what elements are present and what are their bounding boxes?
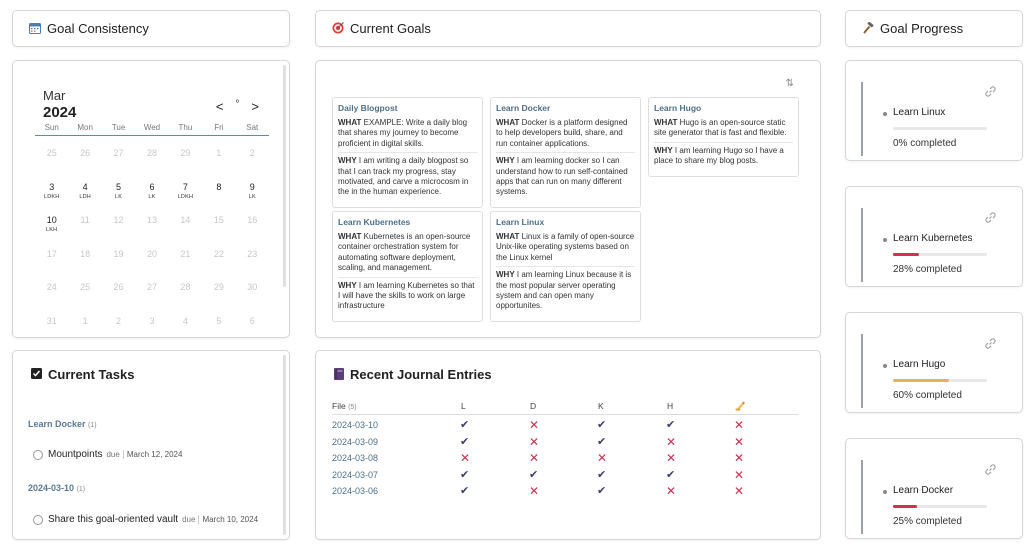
calendar-day-marker: LK: [114, 193, 123, 200]
goal-why: [496, 266, 635, 315]
cross-icon: ✕: [734, 467, 745, 482]
weekday-label: Sat: [246, 123, 259, 132]
calendar-day-number: 4: [182, 315, 188, 326]
calendar-day[interactable]: [236, 304, 269, 338]
what-label: WHAT: [496, 232, 520, 242]
calendar-day-number: 24: [46, 282, 57, 292]
task-checkbox[interactable]: [33, 515, 43, 525]
calendar-nav: [216, 99, 259, 114]
goal-why: [338, 277, 477, 315]
calendar-grid: [35, 123, 269, 337]
calendar-day[interactable]: [202, 170, 235, 204]
goal-why: [654, 142, 793, 170]
goal-card[interactable]: [490, 97, 641, 208]
calendar-day-number: 26: [80, 148, 91, 158]
goal-progress-card: [845, 438, 1023, 539]
goal-progress-card: [845, 312, 1023, 413]
task-due-date: March 10, 2024: [198, 515, 258, 524]
check-icon: ✔: [460, 485, 470, 497]
weekday-label: Tue: [111, 123, 126, 132]
calendar-day[interactable]: [35, 237, 68, 271]
calendar-day-number: 25: [80, 282, 91, 292]
goal-what-text: EXAMPLE: Write a daily blog that shares my journey to become proficient in digital skills.: [338, 118, 468, 148]
goal-card[interactable]: [332, 211, 483, 322]
bullet-dot: [883, 364, 887, 368]
calendar-scrollbar[interactable]: [283, 65, 286, 287]
tasks-scrollbar[interactable]: [283, 355, 286, 535]
task-item[interactable]: [33, 449, 182, 460]
calendar-day[interactable]: [68, 270, 101, 304]
progress-bar-fill: [893, 379, 949, 382]
link-icon[interactable]: [985, 464, 996, 478]
calendar-day[interactable]: [202, 203, 235, 237]
calendar-day-number: 7: [182, 181, 188, 192]
cross-icon: ✕: [529, 418, 540, 432]
calendar-day[interactable]: [102, 136, 135, 170]
writing-hand-icon[interactable]: [735, 400, 746, 413]
calendar-day[interactable]: [135, 237, 168, 271]
current-goals-card: [315, 60, 821, 338]
check-icon: ✔: [460, 435, 470, 448]
goal-what: [496, 232, 635, 266]
book-icon: [334, 368, 344, 382]
col-h[interactable]: H: [667, 401, 674, 411]
next-month-button[interactable]: >: [251, 99, 259, 114]
calendar-day[interactable]: [169, 136, 202, 170]
progress-bar: [893, 379, 987, 382]
calendar-day[interactable]: [202, 270, 235, 304]
calendar-day[interactable]: [35, 170, 68, 204]
journal-row: [332, 417, 798, 433]
col-k[interactable]: K: [598, 401, 604, 411]
calendar-day[interactable]: [35, 304, 68, 338]
journal-entry-link[interactable]: 2024-03-09: [332, 436, 379, 447]
goal-what: [654, 118, 793, 142]
what-label: WHAT: [338, 118, 362, 128]
goal-why-text: I am learning Linux because it is the most popular server operating system and can open many opportunites.: [496, 270, 632, 311]
calendar-day-number: 19: [113, 248, 124, 259]
calendar-day[interactable]: [202, 136, 235, 170]
weekday-label: Wed: [143, 123, 161, 132]
current-tasks-header: [15, 367, 134, 382]
calendar-day-number: 16: [247, 215, 258, 225]
calendar-day-number: 27: [113, 148, 124, 158]
goal-what: [338, 118, 477, 152]
calendar-day-number: 6: [149, 181, 155, 192]
calendar-day[interactable]: [169, 203, 202, 237]
journal-row: [332, 450, 798, 466]
what-label: WHAT: [338, 232, 362, 242]
calendar-day-number: 5: [216, 315, 222, 326]
why-label: WHY: [338, 156, 357, 166]
goal-title[interactable]: Learn Docker: [496, 103, 551, 113]
calendar-day-number: 6: [249, 315, 255, 326]
calendar-day-number: 1: [216, 148, 222, 158]
current-tasks-card: [12, 350, 290, 540]
goal-what: [496, 118, 635, 152]
journal-title: Recent Journal Entries: [350, 367, 492, 382]
current-tasks-title: Current Tasks: [48, 367, 135, 382]
check-icon: ✔: [597, 485, 607, 497]
calendar-day[interactable]: [102, 237, 135, 271]
goal-why-text: I am writing a daily blogpost so that I can track my progress, stay motivated, and carve a microcosm in the in the human experience.: [338, 156, 469, 197]
goal-why-text: I am learning Kubernetes so that I will have the skills to work on large infrastructure: [338, 280, 475, 311]
progress-accent-line: [861, 460, 863, 534]
calendar-day-number: 21: [180, 248, 191, 259]
progress-percent: 60% completed: [893, 390, 962, 401]
calendar-day-number: 1: [82, 315, 88, 326]
calendar-day[interactable]: [236, 237, 269, 271]
calendar-day-marker: LDKH: [177, 193, 194, 200]
calendar-day-number: 9: [249, 181, 255, 192]
journal-entry-link[interactable]: 2024-03-08: [332, 453, 379, 463]
goal-progress-card: [845, 186, 1023, 287]
calendar-day-number: 5: [116, 181, 122, 192]
check-icon: ✔: [529, 468, 539, 481]
goal-what-text: Linux is a family of open-source Unix-like operating systems based on the Linux kernel: [496, 232, 635, 262]
calendar-day-number: 23: [247, 248, 258, 259]
cross-icon: ✕: [734, 434, 745, 449]
prev-month-button[interactable]: <: [215, 99, 224, 114]
calendar-day[interactable]: [236, 203, 269, 237]
calendar-day-number: 3: [49, 181, 55, 192]
cross-icon: ✕: [597, 451, 608, 465]
what-label: WHAT: [496, 118, 520, 128]
calendar-day[interactable]: [236, 270, 269, 304]
journal-row: [332, 467, 798, 483]
check-icon: ✔: [597, 468, 607, 481]
calendar-day[interactable]: [202, 304, 235, 338]
cross-icon: ✕: [666, 484, 677, 498]
progress-accent-line: [861, 82, 863, 156]
task-text: Share this goal-oriented vault: [48, 514, 179, 525]
calendar-day-number: 30: [247, 282, 258, 292]
goal-title[interactable]: Daily Blogpost: [338, 103, 398, 113]
hammer-icon: [862, 22, 874, 36]
calendar-day-number: 2: [116, 315, 122, 326]
bullet-dot: [883, 238, 887, 242]
calendar-day-number: 27: [146, 282, 157, 292]
task-text: Mountpoints: [48, 449, 103, 460]
task-due-date: March 12, 2024: [123, 450, 183, 459]
journal-table-header: [332, 399, 798, 415]
progress-bar: [893, 253, 987, 256]
task-group-2024-03-10[interactable]: 2024-03-10 (1): [28, 483, 86, 493]
current-goals-header: [315, 10, 821, 47]
calendar-day-number: 25: [46, 148, 57, 158]
progress-goal-name[interactable]: Learn Docker: [893, 485, 954, 496]
progress-bar-fill: [893, 253, 919, 256]
goal-progress-header: [845, 10, 1023, 47]
task-item[interactable]: [33, 514, 258, 525]
task-group-learn-docker[interactable]: Learn Docker (1): [28, 419, 97, 429]
calendar-card: [12, 60, 290, 338]
goal-why: [338, 152, 477, 201]
weekday-label: Fri: [214, 123, 224, 132]
col-l[interactable]: L: [461, 401, 466, 411]
calendar-day-number: 31: [46, 315, 57, 326]
goal-what-text: Hugo is an open-source static site generator that is fast and flexible.: [654, 118, 787, 138]
calendar-day[interactable]: [135, 304, 168, 338]
task-due-label: due: [182, 515, 196, 524]
calendar-day[interactable]: [35, 270, 68, 304]
progress-bar-fill: [893, 505, 917, 508]
weekday-label: Thu: [178, 123, 193, 132]
cross-icon: ✕: [734, 418, 745, 432]
link-icon[interactable]: [985, 212, 996, 226]
check-icon: ✔: [597, 435, 607, 448]
checkbox-icon: [31, 368, 42, 381]
calendar-day-number: 15: [213, 215, 224, 225]
calendar-days: [35, 136, 269, 337]
sort-icon[interactable]: ⇅: [785, 78, 794, 89]
calendar-day[interactable]: [68, 203, 101, 237]
calendar-day[interactable]: [169, 237, 202, 271]
calendar-day[interactable]: [102, 270, 135, 304]
goal-card[interactable]: [332, 97, 483, 208]
goal-card[interactable]: [490, 211, 641, 322]
progress-goal-name[interactable]: Learn Kubernetes: [893, 233, 973, 244]
calendar-day-number: 20: [146, 248, 157, 259]
goal-title[interactable]: Learn Linux: [496, 217, 545, 227]
why-label: WHY: [496, 270, 515, 280]
calendar-day[interactable]: [169, 170, 202, 204]
calendar-day[interactable]: [236, 136, 269, 170]
journal-entry-link[interactable]: 2024-03-07: [332, 469, 379, 480]
journal-entry-link[interactable]: 2024-03-06: [332, 486, 379, 496]
calendar-day-number: 28: [146, 148, 157, 158]
progress-percent: 25% completed: [893, 516, 962, 527]
calendar-day[interactable]: [68, 136, 101, 170]
calendar-day[interactable]: [68, 304, 101, 338]
journal-row: [332, 483, 798, 499]
calendar-month: Mar: [43, 88, 66, 103]
check-icon: ✔: [597, 419, 607, 431]
calendar-day-number: 11: [80, 215, 90, 225]
check-icon: ✔: [460, 419, 470, 431]
current-goals-title: Current Goals: [350, 21, 431, 36]
calendar-day-marker: LK: [248, 193, 256, 200]
goal-consistency-title: Goal Consistency: [47, 21, 149, 36]
goal-why: [496, 152, 635, 201]
calendar-day[interactable]: [135, 270, 168, 304]
calendar-day[interactable]: [202, 237, 235, 271]
cross-icon: ✕: [529, 434, 540, 449]
calendar-day[interactable]: [68, 237, 101, 271]
cross-icon: ✕: [529, 451, 540, 465]
calendar-icon: [29, 22, 41, 36]
col-file[interactable]: File (5): [332, 401, 357, 411]
progress-goal-name[interactable]: Learn Linux: [893, 107, 946, 118]
goal-progress-title: Goal Progress: [880, 21, 964, 36]
why-label: WHY: [654, 145, 673, 155]
goal-consistency-header: [12, 10, 290, 47]
calendar-weekdays: [35, 123, 269, 136]
progress-goal-name[interactable]: Learn Hugo: [893, 359, 946, 370]
calendar-day[interactable]: [135, 136, 168, 170]
calendar-day-number: 22: [213, 248, 224, 259]
progress-accent-line: [861, 334, 863, 408]
why-label: WHY: [338, 280, 357, 290]
goal-why-text: I am learning Hugo so I have a place to share my blog posts.: [654, 145, 784, 166]
calendar-day-number: 17: [46, 248, 57, 259]
calendar-day-marker: LKH: [46, 227, 58, 233]
calendar-day-marker: LDKH: [43, 193, 60, 200]
calendar-day[interactable]: [102, 304, 135, 338]
goal-what-text: Kubernetes is an open-source container orchestration system for automating software deployment, scaling, and management.: [338, 232, 471, 273]
calendar-day[interactable]: [169, 304, 202, 338]
calendar-day-marker: LDH: [79, 193, 91, 200]
cross-icon: ✕: [529, 484, 540, 498]
calendar-day[interactable]: [102, 203, 135, 237]
today-button[interactable]: °: [235, 99, 240, 110]
task-due-label: due: [106, 450, 120, 459]
progress-bar: [893, 127, 987, 130]
goal-title[interactable]: Learn Hugo: [654, 103, 702, 113]
calendar-day[interactable]: [68, 170, 101, 204]
calendar-day[interactable]: [236, 170, 269, 204]
journal-card: [315, 350, 821, 540]
calendar-day-number: 14: [180, 215, 191, 225]
link-icon[interactable]: [985, 86, 996, 100]
progress-percent: 0% completed: [893, 138, 957, 149]
calendar-day-number: 8: [216, 181, 222, 192]
task-checkbox[interactable]: [33, 450, 43, 460]
weekday-label: Sun: [44, 123, 59, 132]
calendar-day[interactable]: [135, 170, 168, 204]
calendar-day-number: 26: [113, 282, 124, 292]
calendar-day-number: 10: [46, 215, 57, 225]
goal-card[interactable]: [648, 97, 799, 177]
calendar-day[interactable]: [35, 136, 68, 170]
calendar-year: 2024: [43, 104, 77, 121]
bullet-dot: [883, 112, 887, 116]
progress-bar: [893, 505, 987, 508]
cross-icon: ✕: [734, 451, 745, 465]
calendar-day[interactable]: [35, 203, 68, 237]
journal-header: [318, 367, 492, 382]
goal-progress-card: [845, 60, 1023, 161]
target-icon: [332, 22, 344, 36]
calendar-day-number: 29: [180, 148, 191, 158]
calendar-day[interactable]: [102, 170, 135, 204]
bullet-dot: [883, 490, 887, 494]
check-icon: ✔: [460, 468, 470, 481]
calendar-day-number: 4: [82, 181, 88, 192]
goal-title[interactable]: Learn Kubernetes: [338, 217, 411, 227]
cross-icon: ✕: [734, 484, 745, 498]
calendar-day-number: 18: [80, 248, 91, 259]
cross-icon: ✕: [460, 451, 471, 465]
calendar-day-number: 12: [113, 215, 124, 225]
calendar-day[interactable]: [169, 270, 202, 304]
link-icon[interactable]: [985, 338, 996, 352]
goal-what-text: Docker is a platform designed to help developers build, share, and run container applications.: [496, 118, 628, 148]
progress-accent-line: [861, 208, 863, 282]
goal-why-text: I am learning docker so I can understand how to run self-contained apps that can run on many different systems.: [496, 156, 628, 197]
cross-icon: ✕: [666, 434, 677, 449]
why-label: WHY: [496, 156, 515, 166]
calendar-day-number: 13: [146, 215, 157, 225]
col-d[interactable]: D: [530, 401, 537, 411]
weekday-label: Mon: [77, 123, 93, 132]
calendar-day-number: 2: [249, 148, 255, 158]
check-icon: ✔: [666, 419, 676, 431]
calendar-day-number: 28: [180, 282, 191, 292]
goal-what: [338, 232, 477, 277]
cross-icon: ✕: [666, 451, 677, 465]
progress-percent: 28% completed: [893, 264, 962, 275]
what-label: WHAT: [654, 118, 678, 128]
calendar-day-marker: LK: [148, 193, 156, 200]
journal-row: [332, 434, 798, 450]
calendar-day[interactable]: [135, 203, 168, 237]
journal-entry-link[interactable]: 2024-03-10: [332, 420, 379, 430]
calendar-day-number: 29: [213, 282, 224, 292]
calendar-day-number: 3: [149, 315, 155, 326]
check-icon: ✔: [666, 468, 676, 481]
